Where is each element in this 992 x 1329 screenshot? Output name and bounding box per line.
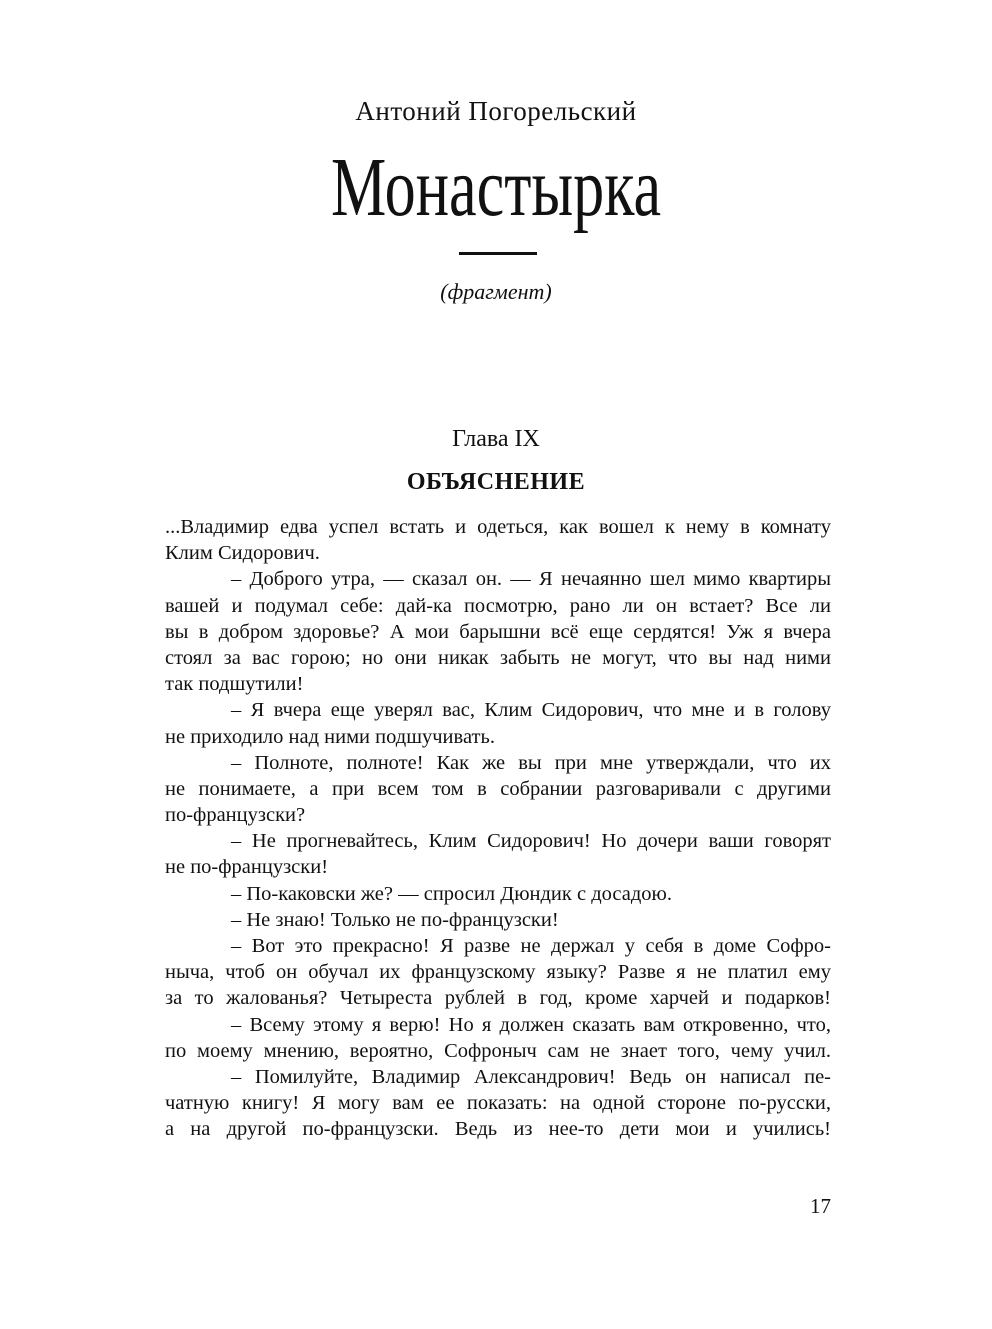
text-line: – По-каковски же? — спросил Дюндик с досадою. [231,882,672,905]
text-line: по-французски? [165,804,306,827]
text-line: – Полноте, полноте! Как же вы при мне утверждали, что их [231,751,831,774]
text-line: за то жалованья? Четыреста рублей в год, кроме харчей и подарков! [165,987,831,1010]
text-line: ...Владимир едва успел встать и одеться, как вошел к нему в комнату [165,516,831,538]
text-line: вы в добром здоровье? А мои барышни всё еще сердятся! Уж я вчера [165,620,831,643]
work-title: Монастырка [330,141,662,234]
text-line: – Не прогневайтесь, Клим Сидорович! Но дочери ваши говорят [231,830,831,853]
text-line: не приходило над ними подшучивать. [165,725,495,748]
text-line: по моему мнению, вероятно, Софроныч сам не знает того, чему учил. [165,1039,831,1062]
chapter-number: Глава IX [452,426,540,452]
page-number: 17 [810,1194,831,1218]
text-line: стоял за вас горою; но они никак забыть не могут, что вы над ними [165,646,831,669]
text-line: – Помилуйте, Владимир Александрович! Ведь он написал пе- [231,1065,831,1088]
text-line: не по-французски! [165,856,329,879]
text-line: а на другой по-французски. Ведь из нее-то дети мои и учились! [165,1118,831,1141]
text-line: Клим Сидорович. [165,542,320,565]
text-line: – Доброго утра, — сказал он. — Я нечаянно шел мимо квартиры [231,568,831,591]
text-line: так подшутили! [165,673,304,696]
title-rule [459,252,537,255]
text-line: не понимаете, а при всем том в собрании разговаривали с другими [165,777,831,800]
text-line: – Я вчера еще уверял вас, Клим Сидорович, что мне и в голову [231,699,831,722]
text-line: – Вот это прекрасно! Я разве не держал у себя в доме Софро- [231,935,831,957]
text-line: – Не знаю! Только не по-французски! [231,908,559,931]
author-name: Антоний Погорельский [355,96,637,126]
chapter-title: ОБЪЯСНЕНИЕ [406,469,586,495]
text-line: вашей и подумал себе: дай-ка посмотрю, рано ли он встает? Все ли [165,594,831,617]
subtitle: (фрагмент) [440,279,552,304]
text-line: чатную книгу! Я могу вам ее показать: на одной стороне по-русски, [165,1092,831,1115]
body-text [165,514,831,1143]
text-line: – Всему этому я верю! Но я должен сказать вам откровенно, что, [231,1013,831,1036]
text-line: ныча, чтоб он обучал их французскому языку? Разве я не платил ему [165,961,831,984]
